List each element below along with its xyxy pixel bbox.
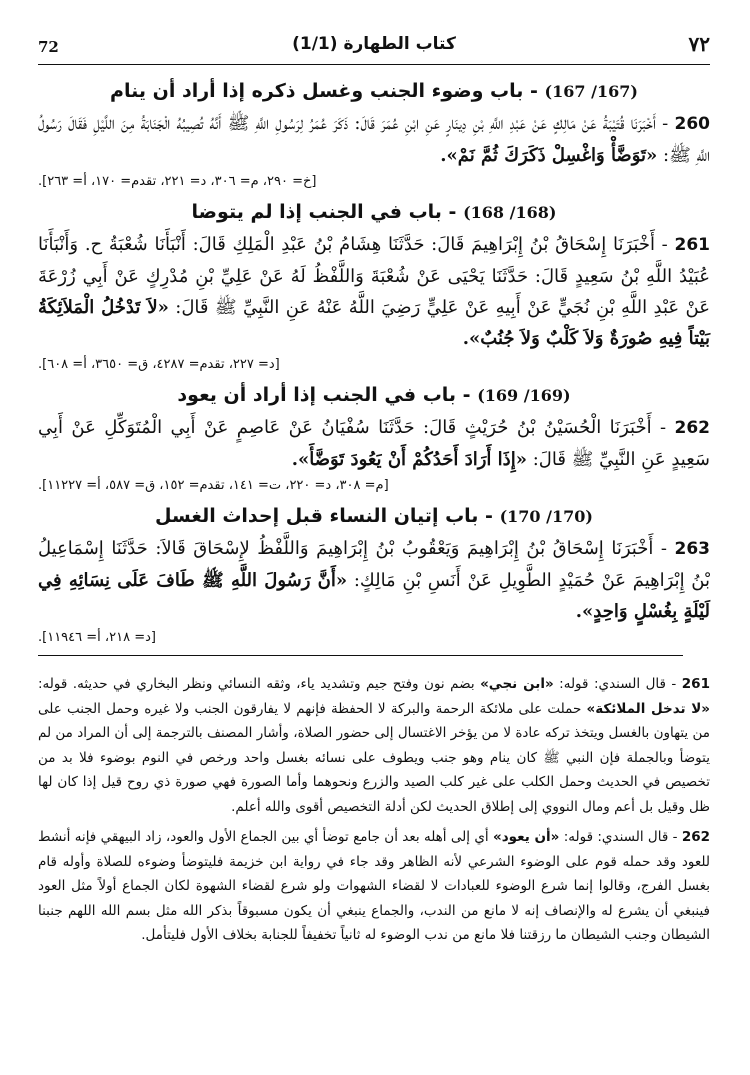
footnote-text: أي إلى أهله بعد أن جامع توضأ أي بين الجماع الأول والعود، زاد البيهقي فإنه أنشط للعود وقد حمله قوم على الوضوء الشرعي لأنه الظاهر وقد جاء في رواية ابن خزيمة فليتوضأ وضوءه للصلاة وأوله قام بغسل الفرج، وقالوا إنما شرع الوضوء للعبادات لا لقضاء الشهوات ولو شرع لقضاء الشهوة لكان الجماع أولاً مثل العود فينبغي أن يشرع له والإنصاف إنه لا مانع من الندب، والجماع ينبغي أن يكون مسبوقاً بذكر الله مثل بسم الله اللهم جنبنا الشيطان وجنب الشيطان ما رزقتنا فلا مانع من ندب الوضوء له ثانياً تخفيفاً للجنابة بخلاف الأول فليتأمل.: [38, 829, 710, 943]
hadith-number: 262: [674, 418, 710, 438]
hadith-text: [38, 108, 710, 171]
footnote: [38, 672, 710, 819]
hadith-text: [38, 533, 710, 627]
page-number-latin: 72: [38, 38, 59, 56]
hadith-number: 260: [674, 114, 710, 134]
references-text: [م= ٣٠٨، د= ٢٢٠، ت= ١٤١، تقدم= ١٥٢، ق= ٥٨٧، أ= ١١٢٢٧].: [38, 478, 389, 493]
references-text: [خ= ٢٩٠، م= ٣٠٦، د= ٢٢١، تقدم= ١٧٠، أ= ٢٦٣].: [38, 174, 317, 189]
chapter-title: - باب في الجنب إذا أراد أن يعود: [177, 384, 471, 406]
chapter-heading: [38, 76, 710, 108]
hadith-quote: «تَوَضَّأْ وَاغْسِلْ ذَكَرَكَ ثُمَّ نَمْ».: [440, 145, 658, 166]
footnote-text: - قال السندي: قوله:: [563, 829, 678, 845]
chapter-number: (168/ 168): [463, 203, 557, 222]
chapter-heading: [38, 380, 710, 412]
chapter-heading: [38, 197, 710, 229]
footnote: [38, 825, 710, 948]
hadith-references: [38, 475, 710, 499]
page-header: [38, 30, 710, 65]
chapter-number: (170/ 170): [499, 507, 593, 526]
footnotes: [38, 672, 710, 954]
footnote-text: حملت على ملائكة الرحمة والبركة لا الحفظة فإنهم لا يفارقون الجنب ولا غيره وحمل الجنب على من يتهاون بالغسل ويتخذ تركه عادة لا من يؤخر الاغتسال إلى حضور الصلاة، وأشار المصنف بالترجمة إلى أن المراد من لم يتوضأ وبالجملة فإن النبي ﷺ كان ينام وهو جنب ويطوف على نسائه بغسل واحد ورخص في النوم بوضوء فلا بد من تخصيص في الحديث وحمل الكلب على غير كلب الصيد والزرع ونحوهما وأما الصورة فهي صورة ذي روح قيل إذا كان لها ظل وقيل بل أعم ومال النووي إلى إطلاق الحديث لكن أدلة التخصيص أقوى والله أعلم.: [38, 700, 710, 815]
main-text: [38, 76, 710, 653]
hadith-quote: «لاَ تَدْخُلُ الْمَلاَئِكَةُ بَيْتاً فِيهِ صُورَةٌ وَلاَ كَلْبٌ وَلاَ جُنُبٌ».: [38, 297, 710, 349]
hadith-number: 263: [674, 539, 710, 559]
hadith-text: [38, 229, 710, 354]
hadith-quote: «إِذَا أَرَادَ أَحَدُكُمْ أَنْ يَعُودَ تَوَضَّأَ».: [291, 449, 527, 470]
references-text: [د= ٢١٨، أ= ١١٩٤٦].: [38, 630, 156, 645]
footnote-text: - قال السندي: قوله:: [559, 676, 677, 692]
footnote-keyword: «ابن نجي»: [480, 676, 554, 692]
hadith-references: [38, 627, 710, 651]
footnote-text: بضم نون وفتح جيم وتشديد ياء، وثقه النسائي ونظر البخاري في حديثه. قوله:: [38, 676, 475, 692]
hadith-number: 261: [674, 235, 710, 255]
hadith-body: - أَخْبَرَنَا إِسْحَاقُ بْنُ إِبْرَاهِيمَ وَيَعْقُوبُ بْنُ إِبْرَاهِيمَ وَاللَّفْظُ لإِسْحَاقَ قَالاَ: حَدَّثَنَا إِسْمَاعِيلُ بْنُ إِبْرَاهِيمَ عَنْ حُمَيْدٍ الطَّوِيلِ عَنْ أَنَسِ بْنِ مَالِكٍ:: [38, 538, 710, 591]
hadith-body: - أَخْبَرَنَا الْحُسَيْنُ بْنُ حُرَيْثٍ قَالَ: حَدَّثَنَا سُفْيَانُ عَنْ عَاصِمٍ عَنْ أَبِي الْمُتَوَكِّلِ عَنْ أَبِي سَعِيدٍ عَنِ النَّبِيِّ ﷺ قَالَ:: [38, 417, 710, 470]
hadith-body: - أَخْبَرَنَا قُتَيْبَةُ عَنْ مَالِكٍ عَنْ عَبْدِ اللَّهِ بْنِ دِينَارٍ عَنِ ابْنِ عُمَرَ قَالَ: ذَكَرَ عُمَرُ لِرَسُولِ اللَّهِ ﷺ أَنَّهُ تُصِيبُهُ الْجَنَابَةُ مِنَ اللَّيْلِ فَقَالَ رَسُولُ اللَّهِ ﷺ:: [38, 113, 710, 166]
chapter-heading: [38, 501, 710, 533]
hadith-quote: «أَنَّ رَسُولَ اللَّهِ ﷺ طَافَ عَلَى نِسَائِهِ فِي لَيْلَةٍ بِغُسْلٍ وَاحِدٍ».: [38, 570, 710, 622]
hadith-body: - أَخْبَرَنَا إِسْحَاقُ بْنُ إِبْرَاهِيمَ قَالَ: حَدَّثَنَا هِشَامُ بْنُ عَبْدِ الْمَلِكِ قَالَ: أَنْبَأَنَا شُعْبَةُ ح. وَأَنْبَأَنَا عُبَيْدُ اللَّهِ بْنُ سَعِيدٍ قَالَ: حَدَّثَنَا يَحْيَى عَنْ شُعْبَةَ وَاللَّفْظُ لَهُ عَنْ عَلِيِّ بْنِ مُدْرِكٍ عَنْ أَبِي زُرْعَةَ عَنْ عَبْدِ اللَّهِ بْنِ نُجَيٍّ عَنْ أَبِيهِ عَنْ عَلِيٍّ رَضِيَ اللَّهُ عَنْهُ عَنِ النَّبِيِّ ﷺ قَالَ:: [38, 234, 710, 318]
hadith-text: [38, 412, 710, 475]
chapter-title: - باب في الجنب إذا لم يتوضا: [191, 201, 457, 223]
footnote-divider: [38, 655, 683, 656]
references-text: [د= ٢٢٧، تقدم= ٤٢٨٧، ق= ٣٦٥٠، أ= ٦٠٨].: [38, 357, 280, 372]
running-title: (1/1) كتاب الطهارة: [292, 34, 456, 54]
hadith-references: [38, 171, 710, 195]
footnote-keyword: «أن يعود»: [492, 829, 560, 845]
page-number-arabic: ٧٢: [688, 32, 710, 56]
chapter-title: - باب وضوء الجنب وغسل ذكره إذا أراد أن ينام: [110, 80, 538, 102]
hadith-references: [38, 354, 710, 378]
footnote-number: 261: [681, 676, 710, 692]
chapter-number: (169/ 169): [477, 386, 571, 405]
chapter-title: - باب إتيان النساء قبل إحداث الغسل: [155, 505, 493, 527]
footnote-number: 262: [681, 829, 710, 845]
footnote-keyword: «لا تدخل الملائكة»: [586, 700, 710, 717]
chapter-number: (167/ 167): [544, 82, 638, 101]
